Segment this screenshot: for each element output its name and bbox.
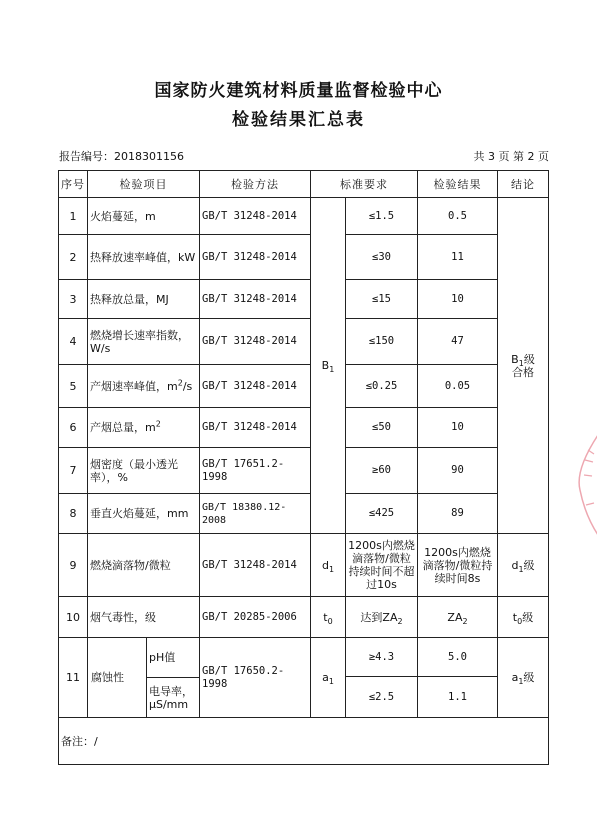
table-row	[59, 638, 549, 677]
row-requirement: ≤1.5	[346, 198, 418, 235]
row-no: 8	[59, 494, 88, 534]
row-method: GB/T 20285-2006	[200, 597, 311, 638]
row-conclusion: $t_0$级	[498, 597, 549, 638]
row-item: 烟气毒性，级	[88, 597, 200, 638]
row-method: GB/T 31248-2014	[200, 280, 311, 319]
row-requirement: 1200s内燃烧滴落物/微粒持续时间不超过10s	[346, 534, 418, 597]
row-requirement-ph: ≥4.3	[346, 638, 418, 677]
results-table	[58, 170, 549, 765]
remarks-label: 备注	[61, 734, 83, 748]
corrosion-label: 腐蚀性	[88, 638, 147, 717]
row-no: 1	[59, 198, 88, 235]
row-method: GB/T 31248-2014	[200, 365, 311, 408]
row-requirement: ≤30	[346, 235, 418, 280]
row-result: 1200s内燃烧滴落物/微粒持续时间8s	[418, 534, 498, 597]
row-no: 10	[59, 597, 88, 638]
report-title-line2: 检验结果汇总表	[232, 110, 365, 130]
remarks-value: /	[94, 734, 98, 748]
remarks-cell: 备注：/	[59, 718, 549, 765]
row-method: GB/T 17651.2-1998	[200, 448, 311, 494]
header-item: 检验项目	[88, 171, 200, 198]
row-no: 5	[59, 365, 88, 408]
row-conclusion: $d_1$级	[498, 534, 549, 597]
row-item: 产烟总量，$m^2$	[88, 408, 200, 448]
table-row	[59, 365, 549, 408]
row-requirement: ≤425	[346, 494, 418, 534]
row-method: GB/T 31248-2014	[200, 319, 311, 365]
row-no: 6	[59, 408, 88, 448]
table-row	[59, 319, 549, 365]
row-grade: $a_1$	[311, 638, 346, 718]
row-result: 47	[418, 319, 498, 365]
red-seal-stamp-fragment	[570, 430, 597, 550]
table-row	[59, 597, 549, 638]
report-number: 报告编号：2018301156	[59, 150, 184, 163]
row-conclusion: $a_1$级	[498, 638, 549, 718]
row-result: 0.5	[418, 198, 498, 235]
row-requirement: ≤15	[346, 280, 418, 319]
table-header	[59, 171, 549, 198]
row-method: GB/T 17650.2-1998	[200, 638, 311, 718]
sub-item-conductivity: 电导率，μS/mm	[149, 684, 193, 711]
header-result: 检验结果	[418, 171, 498, 198]
row-method: GB/T 18380.12-2008	[200, 494, 311, 534]
row-requirement: ≤150	[346, 319, 418, 365]
header-no: 序号	[59, 171, 88, 198]
header-conclusion: 结论	[498, 171, 549, 198]
row-grade: $t_0$	[311, 597, 346, 638]
row-item: 火焰蔓延，m	[88, 198, 200, 235]
row-item: 燃烧滴落物/微粒	[88, 534, 200, 597]
row-result: 0.05	[418, 365, 498, 408]
table-row	[59, 235, 549, 280]
row-requirement: ≥60	[346, 448, 418, 494]
row-result: 89	[418, 494, 498, 534]
row-item: 热释放总量，MJ	[88, 280, 200, 319]
row-item: 燃烧增长速率指数，W/s	[88, 319, 200, 365]
row-requirement: 达到$ZA_2$	[346, 597, 418, 638]
row-no: 9	[59, 534, 88, 597]
row-no: 2	[59, 235, 88, 280]
row-requirement: ≤0.25	[346, 365, 418, 408]
table-row	[59, 198, 549, 235]
table-row	[59, 534, 549, 597]
row-no: 7	[59, 448, 88, 494]
page-info: 共 3 页 第 2 页	[473, 150, 549, 163]
row-result-ph: 5.0	[418, 638, 498, 677]
row-result: 90	[418, 448, 498, 494]
row-method: GB/T 31248-2014	[200, 198, 311, 235]
seal-stamp-icon	[570, 430, 597, 540]
row-result: 10	[418, 280, 498, 319]
table-row	[59, 448, 549, 494]
row-result: $ZA_2$	[418, 597, 498, 638]
table-row	[59, 494, 549, 534]
row-result: 11	[418, 235, 498, 280]
report-title-line1: 国家防火建筑材料质量监督检验中心	[154, 81, 443, 101]
header-requirement: 标准要求	[311, 171, 418, 198]
row-method: GB/T 31248-2014	[200, 408, 311, 448]
row-result-conductivity: 1.1	[418, 677, 498, 718]
row-requirement-conductivity: ≤2.5	[346, 677, 418, 718]
sub-item-ph: pH值	[147, 638, 199, 678]
grade-b: $B_1$	[311, 198, 346, 534]
row-requirement: ≤50	[346, 408, 418, 448]
remarks-row	[59, 718, 549, 765]
table-row	[59, 280, 549, 319]
row-no: 3	[59, 280, 88, 319]
row-item: 垂直火焰蔓延，mm	[88, 494, 200, 534]
row-result: 10	[418, 408, 498, 448]
row-no: 11	[59, 638, 88, 718]
row-method: GB/T 31248-2014	[200, 235, 311, 280]
row-item: 产烟速率峰值，$m^2/s$	[88, 365, 200, 408]
row-item: 烟密度（最小透光率），%	[88, 448, 200, 494]
row-grade: $d_1$	[311, 534, 346, 597]
row-item-corrosion	[88, 638, 200, 718]
row-method: GB/T 31248-2014	[200, 534, 311, 597]
table-row	[59, 408, 549, 448]
conclusion-b: $B_1$级 合格	[498, 198, 549, 534]
header-method: 检验方法	[200, 171, 311, 198]
row-item: 热释放速率峰值，kW	[88, 235, 200, 280]
row-no: 4	[59, 319, 88, 365]
